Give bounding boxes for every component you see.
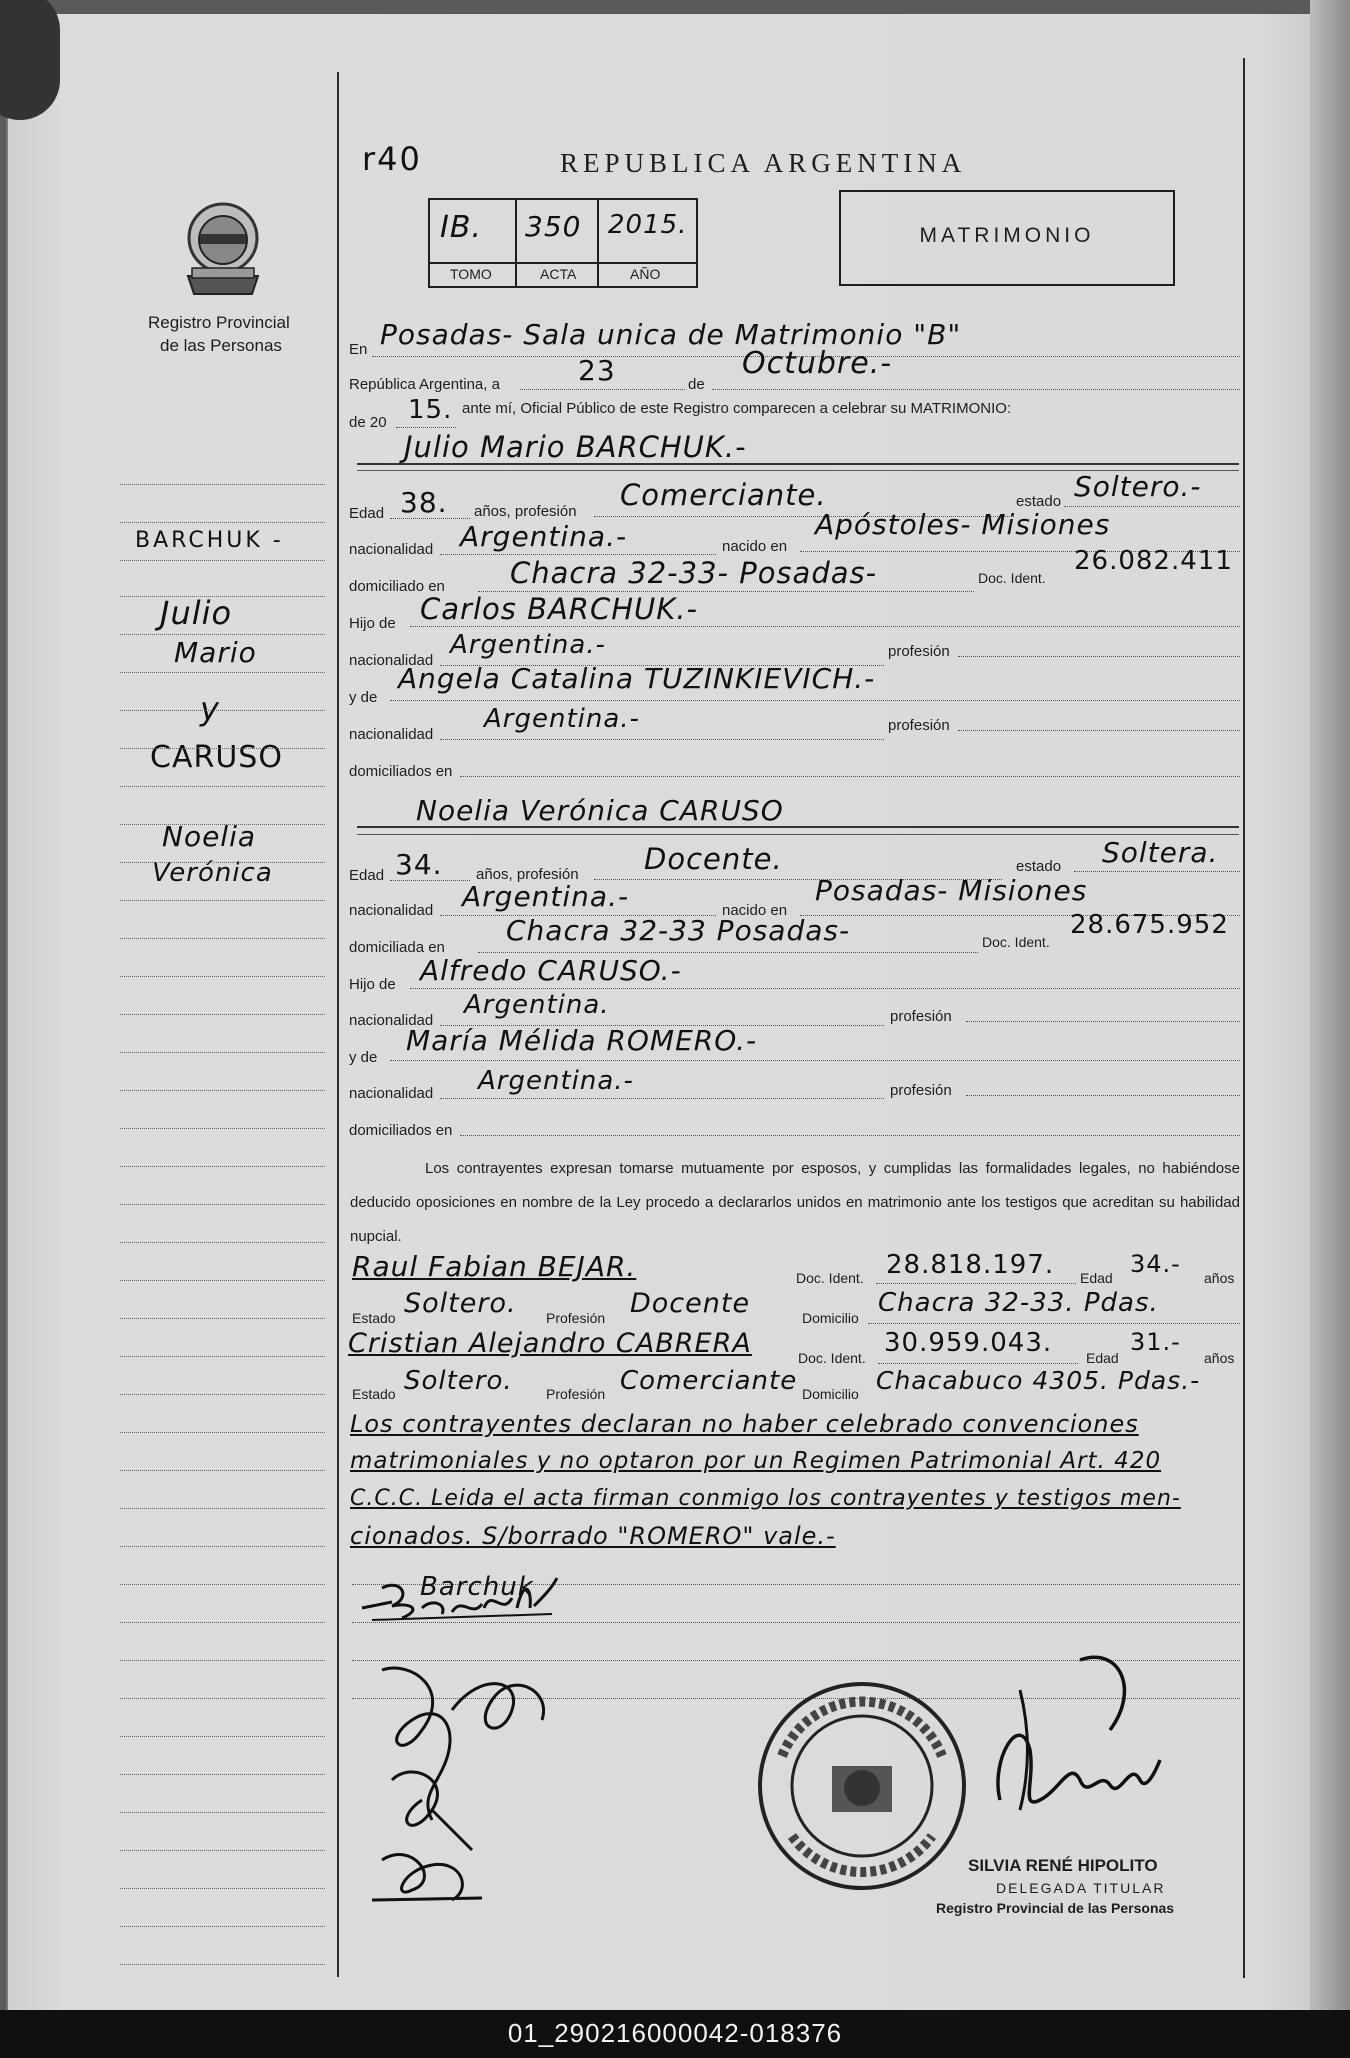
bride-profesion: Docente.: [644, 842, 783, 876]
witness2-profesion-label: Profesión: [546, 1386, 606, 1402]
groom-padre-nac-label: nacionalidad: [349, 652, 434, 669]
margin-rule: [120, 560, 325, 561]
margin-rule: [120, 1584, 325, 1585]
margin-rule: [120, 1774, 325, 1775]
witness1-anos-label: años: [1204, 1270, 1235, 1286]
note-line-4: cionados. S/borrado "ROMERO" vale.-: [350, 1522, 836, 1550]
margin-rule: [120, 1280, 325, 1281]
month-value: Octubre.-: [742, 346, 893, 381]
margin-rule: [120, 1850, 325, 1851]
registry-name-line1: Registro Provincial: [148, 313, 290, 332]
bride-domiciliada-label: domiciliada en: [349, 939, 445, 956]
groom-madre-line: [390, 700, 1240, 701]
officer-title: DELEGADA TITULAR: [996, 1880, 1166, 1896]
groom-profesion: Comerciante.: [620, 478, 827, 512]
bride-estado: Soltera.: [1102, 836, 1219, 869]
margin-rule: [120, 672, 325, 673]
groom-madre-prof-line: [958, 730, 1240, 731]
margin-rule: [120, 976, 325, 977]
groom-estado-line: [1064, 506, 1240, 507]
bride-doc: 28.675.952: [1070, 910, 1229, 940]
bride-padre-prof-line: [966, 1021, 1240, 1022]
margin-rule: [120, 1090, 325, 1091]
witness1-estado-label: Estado: [352, 1310, 396, 1326]
bride-padre-nac-label: nacionalidad: [349, 1012, 434, 1029]
margin-rule: [120, 1128, 325, 1129]
groom-doc-label: Doc. Ident.: [978, 570, 1046, 586]
de-label: de: [688, 376, 705, 393]
month-line: [712, 389, 1240, 390]
bride-nacido: Posadas- Misiones: [815, 874, 1088, 907]
acta-label: ACTA: [540, 266, 577, 282]
groom-padre: Carlos BARCHUK.-: [420, 592, 698, 626]
groom-padre-nac: Argentina.-: [450, 630, 606, 660]
bride-anos-label: años, profesión: [476, 866, 579, 883]
bride-domicilio-line: [478, 952, 978, 953]
officer-name: SILVIA RENÉ HIPOLITO: [968, 1856, 1158, 1875]
officer-signature-icon: [960, 1650, 1180, 1870]
day-line: [520, 389, 685, 390]
tomo-value: IB.: [440, 210, 482, 245]
bride-nacido-label: nacido en: [722, 902, 788, 919]
groom-estado-label: estado: [1016, 493, 1062, 510]
witness1-edad: 34.-: [1130, 1250, 1181, 1278]
bride-doc-label: Doc. Ident.: [982, 934, 1050, 950]
bride-padre: Alfredo CARUSO.-: [420, 954, 682, 987]
margin-firstname-groom: Julio: [160, 594, 233, 632]
witness1-doc-line: [876, 1283, 1076, 1284]
bride-madre-line: [390, 1060, 1240, 1061]
groom-domicilio: Chacra 32-33- Posadas-: [510, 556, 878, 590]
groom-domiciliado-label: domiciliado en: [349, 578, 445, 595]
margin-rule: [120, 1888, 325, 1889]
witness2-profesion: Comerciante: [620, 1366, 798, 1396]
anio-label: AÑO: [630, 266, 661, 282]
groom-madre-prof-label: profesión: [888, 717, 950, 734]
witness2-domicilio: Chacabuco 4305. Pdas.-: [876, 1366, 1201, 1395]
margin-rule: [120, 1204, 325, 1205]
act-type: MATRIMONIO: [919, 224, 1095, 247]
margin-rule: [120, 786, 325, 787]
act-number-box: [428, 198, 698, 288]
margin-rule: [120, 938, 325, 939]
margin-rule: [120, 634, 325, 635]
margin-surname-bride: CARUSO: [150, 740, 283, 775]
groom-nacido: Apóstoles- Misiones: [815, 508, 1111, 541]
intro-text: ante mí, Oficial Público de este Registro comparecen a celebrar su MATRIMONIO:: [462, 400, 1012, 417]
groom-padre-prof-line: [958, 656, 1240, 657]
margin-rule: [120, 1318, 325, 1319]
act-type-box: [839, 190, 1175, 286]
margin-rule: [120, 1014, 325, 1015]
witness1-domicilio-label: Domicilio: [802, 1310, 859, 1326]
bride-hijo-label: Hijo de: [349, 976, 396, 993]
margin-rule: [120, 1964, 325, 1965]
margin-rule: [120, 1660, 325, 1661]
margin-rule: [120, 824, 325, 825]
witness1-domicilio: Chacra 32-33. Pdas.: [878, 1288, 1159, 1318]
registry-stamp-icon: [752, 1676, 972, 1896]
bride-edad: 34.: [395, 848, 443, 881]
groom-nacionalidad-line: [440, 554, 716, 555]
year-value: 15.: [408, 395, 453, 425]
bride-madre-nac-line: [440, 1098, 884, 1099]
groom-signature-text: Barchuk: [420, 1572, 534, 1602]
witness1-doc: 28.818.197.: [886, 1250, 1055, 1280]
frame-right-rule: [1243, 58, 1245, 1978]
groom-padre-line: [410, 626, 1240, 627]
province-emblem-icon: [178, 198, 268, 300]
bride-edad-label: Edad: [349, 867, 385, 884]
witness2-name: Cristian Alejandro CABRERA: [348, 1328, 752, 1359]
margin-rule: [120, 1736, 325, 1737]
witness1-edad-label: Edad: [1080, 1270, 1113, 1286]
note-line-1: Los contrayentes declaran no haber celebrado convenciones: [350, 1410, 1139, 1438]
groom-name: Julio Mario BARCHUK.-: [404, 430, 747, 464]
margin-surname-groom: BARCHUK -: [135, 528, 284, 553]
bride-name-line-2: [357, 834, 1239, 835]
margin-rule: [120, 522, 325, 523]
officer-registry: Registro Provincial de las Personas: [936, 1900, 1175, 1916]
groom-edad-label: Edad: [349, 505, 385, 522]
groom-estado: Soltero.-: [1074, 470, 1202, 503]
margin-secondname-groom: Mario: [174, 636, 257, 669]
bride-nacionalidad: Argentina.-: [462, 880, 630, 913]
year-line: [396, 427, 456, 428]
witness2-edad: 31.-: [1130, 1328, 1181, 1356]
bride-madre-prof-line: [966, 1095, 1240, 1096]
witness2-estado: Soltero.: [404, 1366, 513, 1396]
acta-value: 350: [525, 210, 582, 243]
bride-domiciliados-label: domiciliados en: [349, 1122, 453, 1139]
scan-id: 01_290216000042-018376: [507, 2018, 843, 2048]
day-value: 23: [578, 354, 616, 387]
margin-rule: [120, 596, 325, 597]
witness1-estado: Soltero.: [404, 1288, 517, 1319]
margin-rule: [120, 862, 325, 863]
groom-madre-nac-line: [440, 739, 884, 740]
groom-nacido-label: nacido en: [722, 538, 788, 555]
bride-padre-line: [410, 988, 1240, 989]
bride-estado-label: estado: [1016, 858, 1062, 875]
margin-rule: [120, 1356, 325, 1357]
bride-madre: María Mélida ROMERO.-: [406, 1024, 758, 1057]
bride-domiciliados-line: [460, 1135, 1240, 1136]
margin-rule: [120, 710, 325, 711]
groom-anos-label: años, profesión: [474, 503, 577, 520]
note-line-3: C.C.C. Leida el acta firman conmigo los contrayentes y testigos men-: [350, 1486, 1181, 1511]
margin-rule: [120, 900, 325, 901]
registry-name-line2: de las Personas: [160, 336, 282, 355]
witness2-anos-label: años: [1204, 1350, 1235, 1366]
groom-madre-nac-label: nacionalidad: [349, 726, 434, 743]
margin-rule: [120, 1926, 325, 1927]
witness2-domicilio-label: Domicilio: [802, 1386, 859, 1402]
declaration-text: Los contrayentes expresan tomarse mutuamente por esposos, y cumplidas las formalidades legales, no habiéndose deducido oposiciones en nombre de la Ley procedo a declararlos unidos en matrimonio ante los testigos que acreditan su habilidad nupcial.: [350, 1160, 1240, 1245]
margin-conjunction: y: [200, 690, 220, 728]
witness2-doc-line: [878, 1363, 1078, 1364]
anio-value: 2015.: [608, 210, 688, 240]
groom-edad: 38.: [400, 486, 448, 519]
witness2-doc: 30.959.043.: [884, 1328, 1053, 1358]
bride-estado-line: [1074, 871, 1240, 872]
margin-rule: [120, 1698, 325, 1699]
margin-rule: [120, 1394, 325, 1395]
groom-madre-nac: Argentina.-: [484, 704, 640, 734]
groom-doc: 26.082.411: [1074, 546, 1233, 576]
margin-secondname-bride: Verónica: [152, 858, 273, 888]
groom-nacionalidad-label: nacionalidad: [349, 541, 434, 558]
country-title: REPUBLICA ARGENTINA: [560, 148, 967, 178]
tomo-label: TOMO: [450, 266, 492, 282]
folio-number: r40: [362, 140, 422, 178]
margin-rule: [120, 1508, 325, 1509]
groom-domiciliados-line: [460, 776, 1240, 777]
bride-madre-prof-label: profesión: [890, 1082, 952, 1099]
republica-label: República Argentina, a: [349, 376, 500, 393]
frame-left-rule: [337, 72, 339, 1977]
margin-rule: [120, 1052, 325, 1053]
bride-madre-nac-label: nacionalidad: [349, 1085, 434, 1102]
margin-rule: [120, 1812, 325, 1813]
groom-yde-label: y de: [349, 689, 378, 706]
margin-firstname-bride: Noelia: [162, 820, 257, 853]
bride-name: Noelia Verónica CARUSO: [416, 794, 784, 827]
witness1-doc-label: Doc. Ident.: [796, 1270, 864, 1286]
margin-rule: [120, 748, 325, 749]
margin-rule: [120, 484, 325, 485]
witness1-profesion-label: Profesión: [546, 1310, 606, 1326]
witness1-domicilio-line: [868, 1323, 1240, 1324]
scan-footer: [0, 2010, 1350, 2058]
binding-clip: [0, 0, 60, 120]
bride-padre-prof-label: profesión: [890, 1008, 952, 1025]
de20-label: de 20: [349, 414, 387, 431]
place-value: Posadas- Sala unica de Matrimonio "B": [380, 318, 962, 351]
bride-madre-nac: Argentina.-: [478, 1066, 634, 1096]
witness2-doc-label: Doc. Ident.: [798, 1350, 866, 1366]
witness2-estado-label: Estado: [352, 1386, 396, 1402]
en-label: En: [349, 341, 368, 358]
groom-nacionalidad: Argentina.-: [460, 520, 628, 553]
witness1-name: Raul Fabian BEJAR.: [352, 1250, 637, 1283]
witness1-profesion: Docente: [630, 1288, 751, 1319]
bride-yde-label: y de: [349, 1049, 378, 1066]
bride-padre-nac: Argentina.: [464, 990, 610, 1020]
margin-rule: [120, 1470, 325, 1471]
groom-madre: Angela Catalina TUZINKIEVICH.-: [398, 662, 876, 695]
margin-rule: [120, 1166, 325, 1167]
witness2-edad-label: Edad: [1086, 1350, 1119, 1366]
bride-domicilio: Chacra 32-33 Posadas-: [506, 914, 851, 947]
note-line-2: matrimoniales y no optaron por un Regimen Patrimonial Art. 420: [350, 1448, 1162, 1474]
page-edge-shadow: [1310, 0, 1350, 2010]
margin-rule: [120, 1242, 325, 1243]
bride-nacionalidad-label: nacionalidad: [349, 902, 434, 919]
margin-rule: [120, 1432, 325, 1433]
groom-padre-prof-label: profesión: [888, 643, 950, 660]
margin-rule: [120, 1622, 325, 1623]
margin-rule: [120, 1546, 325, 1547]
groom-domiciliados-label: domiciliados en: [349, 763, 453, 780]
groom-hijo-label: Hijo de: [349, 615, 396, 632]
bride-signature-icon: [352, 1650, 612, 1920]
